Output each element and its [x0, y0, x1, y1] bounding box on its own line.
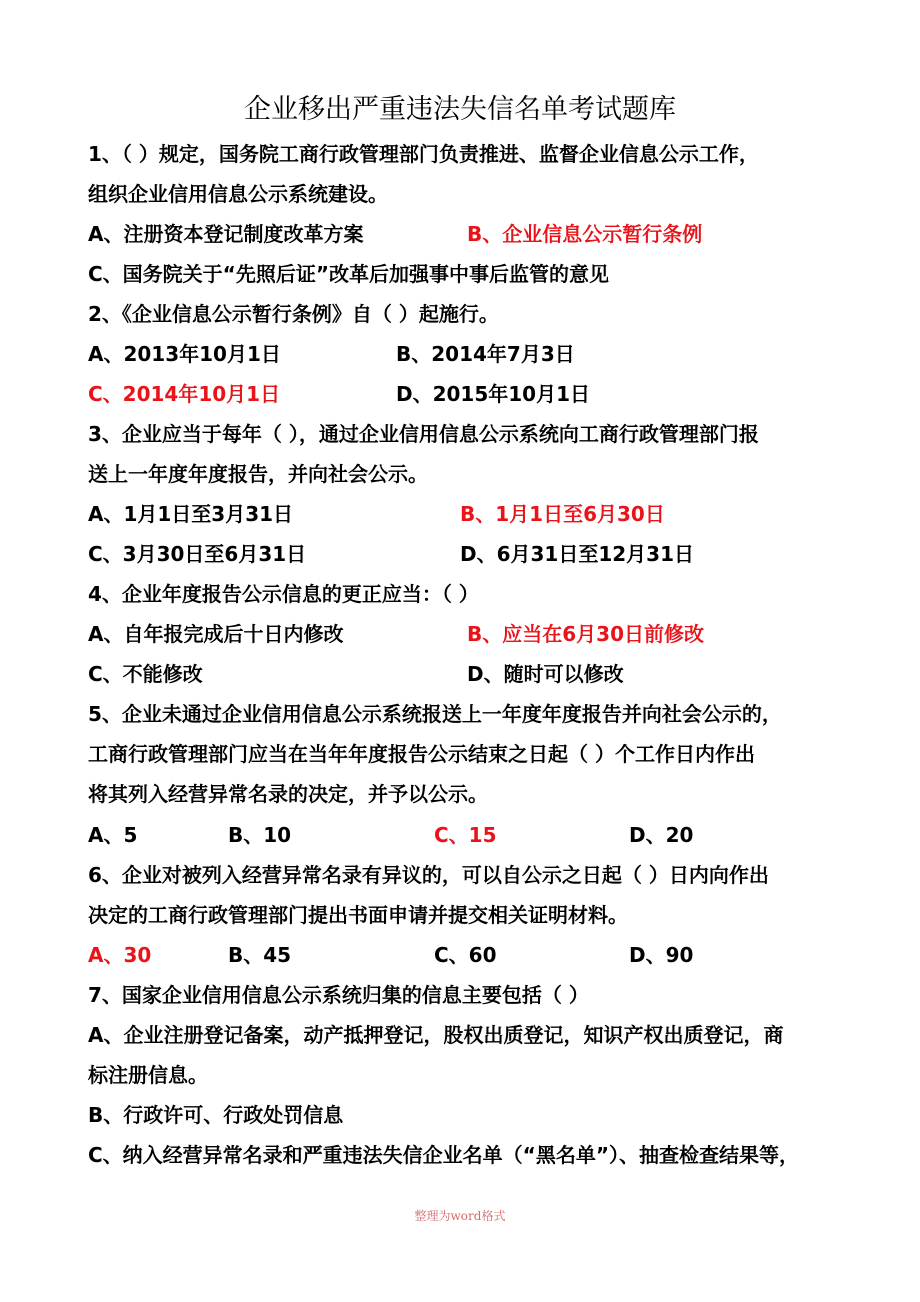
- q7-option-a-cont: 标注册信息。: [88, 1063, 208, 1087]
- q7-option-c: C、纳入经营异常名录和严重违法失信企业名单（“黑名单”）、抽查检查结果等，: [88, 1143, 799, 1167]
- q2-option-b: B、2014年7月3日: [396, 342, 575, 366]
- question-3-text: 3、企业应当于每年（ ），通过企业信用信息公示系统向工商行政管理部门报: [88, 422, 759, 446]
- q2-option-c-answer: C、2014年10月1日: [88, 382, 281, 406]
- question-4-text: 4、企业年度报告公示信息的更正应当：（ ）: [88, 582, 479, 606]
- q3-option-a: A、1月1日至3月31日: [88, 502, 294, 526]
- q6-option-a-answer: A、30: [88, 943, 152, 967]
- question-2-text: 2、《企业信息公示暂行条例》自（ ）起施行。: [88, 302, 499, 326]
- q3-option-b-answer: B、1月1日至6月30日: [460, 502, 665, 526]
- q5-option-b: B、10: [228, 823, 292, 847]
- q3-option-d: D、6月31日至12月31日: [460, 542, 695, 566]
- page-footer: 整理为word格式: [414, 1209, 506, 1223]
- q5-option-a: A、5: [88, 823, 138, 847]
- q4-option-b-answer: B、应当在6月30日前修改: [467, 622, 704, 646]
- question-7-text: 7、国家企业信用信息公示系统归集的信息主要包括（ ）: [88, 983, 589, 1007]
- question-5-text-cont2: 将其列入经营异常名录的决定，并予以公示。: [88, 782, 488, 806]
- question-6-text-cont: 决定的工商行政管理部门提出书面申请并提交相关证明材料。: [88, 903, 628, 927]
- document-title: 企业移出严重违法失信名单考试题库: [244, 94, 676, 125]
- q1-option-b-answer: B、企业信息公示暂行条例: [467, 222, 703, 246]
- question-1-text: 1、（ ）规定，国务院工商行政管理部门负责推进、监督企业信息公示工作，: [88, 142, 759, 166]
- question-6-text: 6、企业对被列入经营异常名录有异议的，可以自公示之日起（ ）日内向作出: [88, 863, 769, 887]
- question-5-text: 5、企业未通过企业信用信息公示系统报送上一年度年度报告并向社会公示的，: [88, 702, 782, 726]
- q4-option-d: D、随时可以修改: [467, 662, 624, 686]
- q2-option-a: A、2013年10月1日: [88, 342, 281, 366]
- question-5-text-cont: 工商行政管理部门应当在当年年度报告公示结束之日起（ ）个工作日内作出: [88, 742, 755, 766]
- q7-option-b: B、行政许可、行政处罚信息: [88, 1103, 344, 1127]
- question-3-text-cont: 送上一年度年度报告，并向社会公示。: [88, 462, 428, 486]
- q5-option-c-answer: C、15: [434, 823, 497, 847]
- q6-option-d: D、90: [629, 943, 694, 967]
- q4-option-a: A、自年报完成后十日内修改: [88, 622, 344, 646]
- q3-option-c: C、3月30日至6月31日: [88, 542, 307, 566]
- question-1-text-cont: 组织企业信用信息公示系统建设。: [88, 182, 388, 206]
- q6-option-c: C、60: [434, 943, 497, 967]
- q7-option-a: A、企业注册登记备案，动产抵押登记，股权出质登记，知识产权出质登记，商: [88, 1023, 784, 1047]
- q5-option-d: D、20: [629, 823, 694, 847]
- q6-option-b: B、45: [228, 943, 292, 967]
- q2-option-d: D、2015年10月1日: [396, 382, 591, 406]
- q4-option-c: C、不能修改: [88, 662, 203, 686]
- q1-option-a: A、注册资本登记制度改革方案: [88, 222, 364, 246]
- q1-option-c: C、国务院关于“先照后证”改革后加强事中事后监管的意见: [88, 262, 609, 286]
